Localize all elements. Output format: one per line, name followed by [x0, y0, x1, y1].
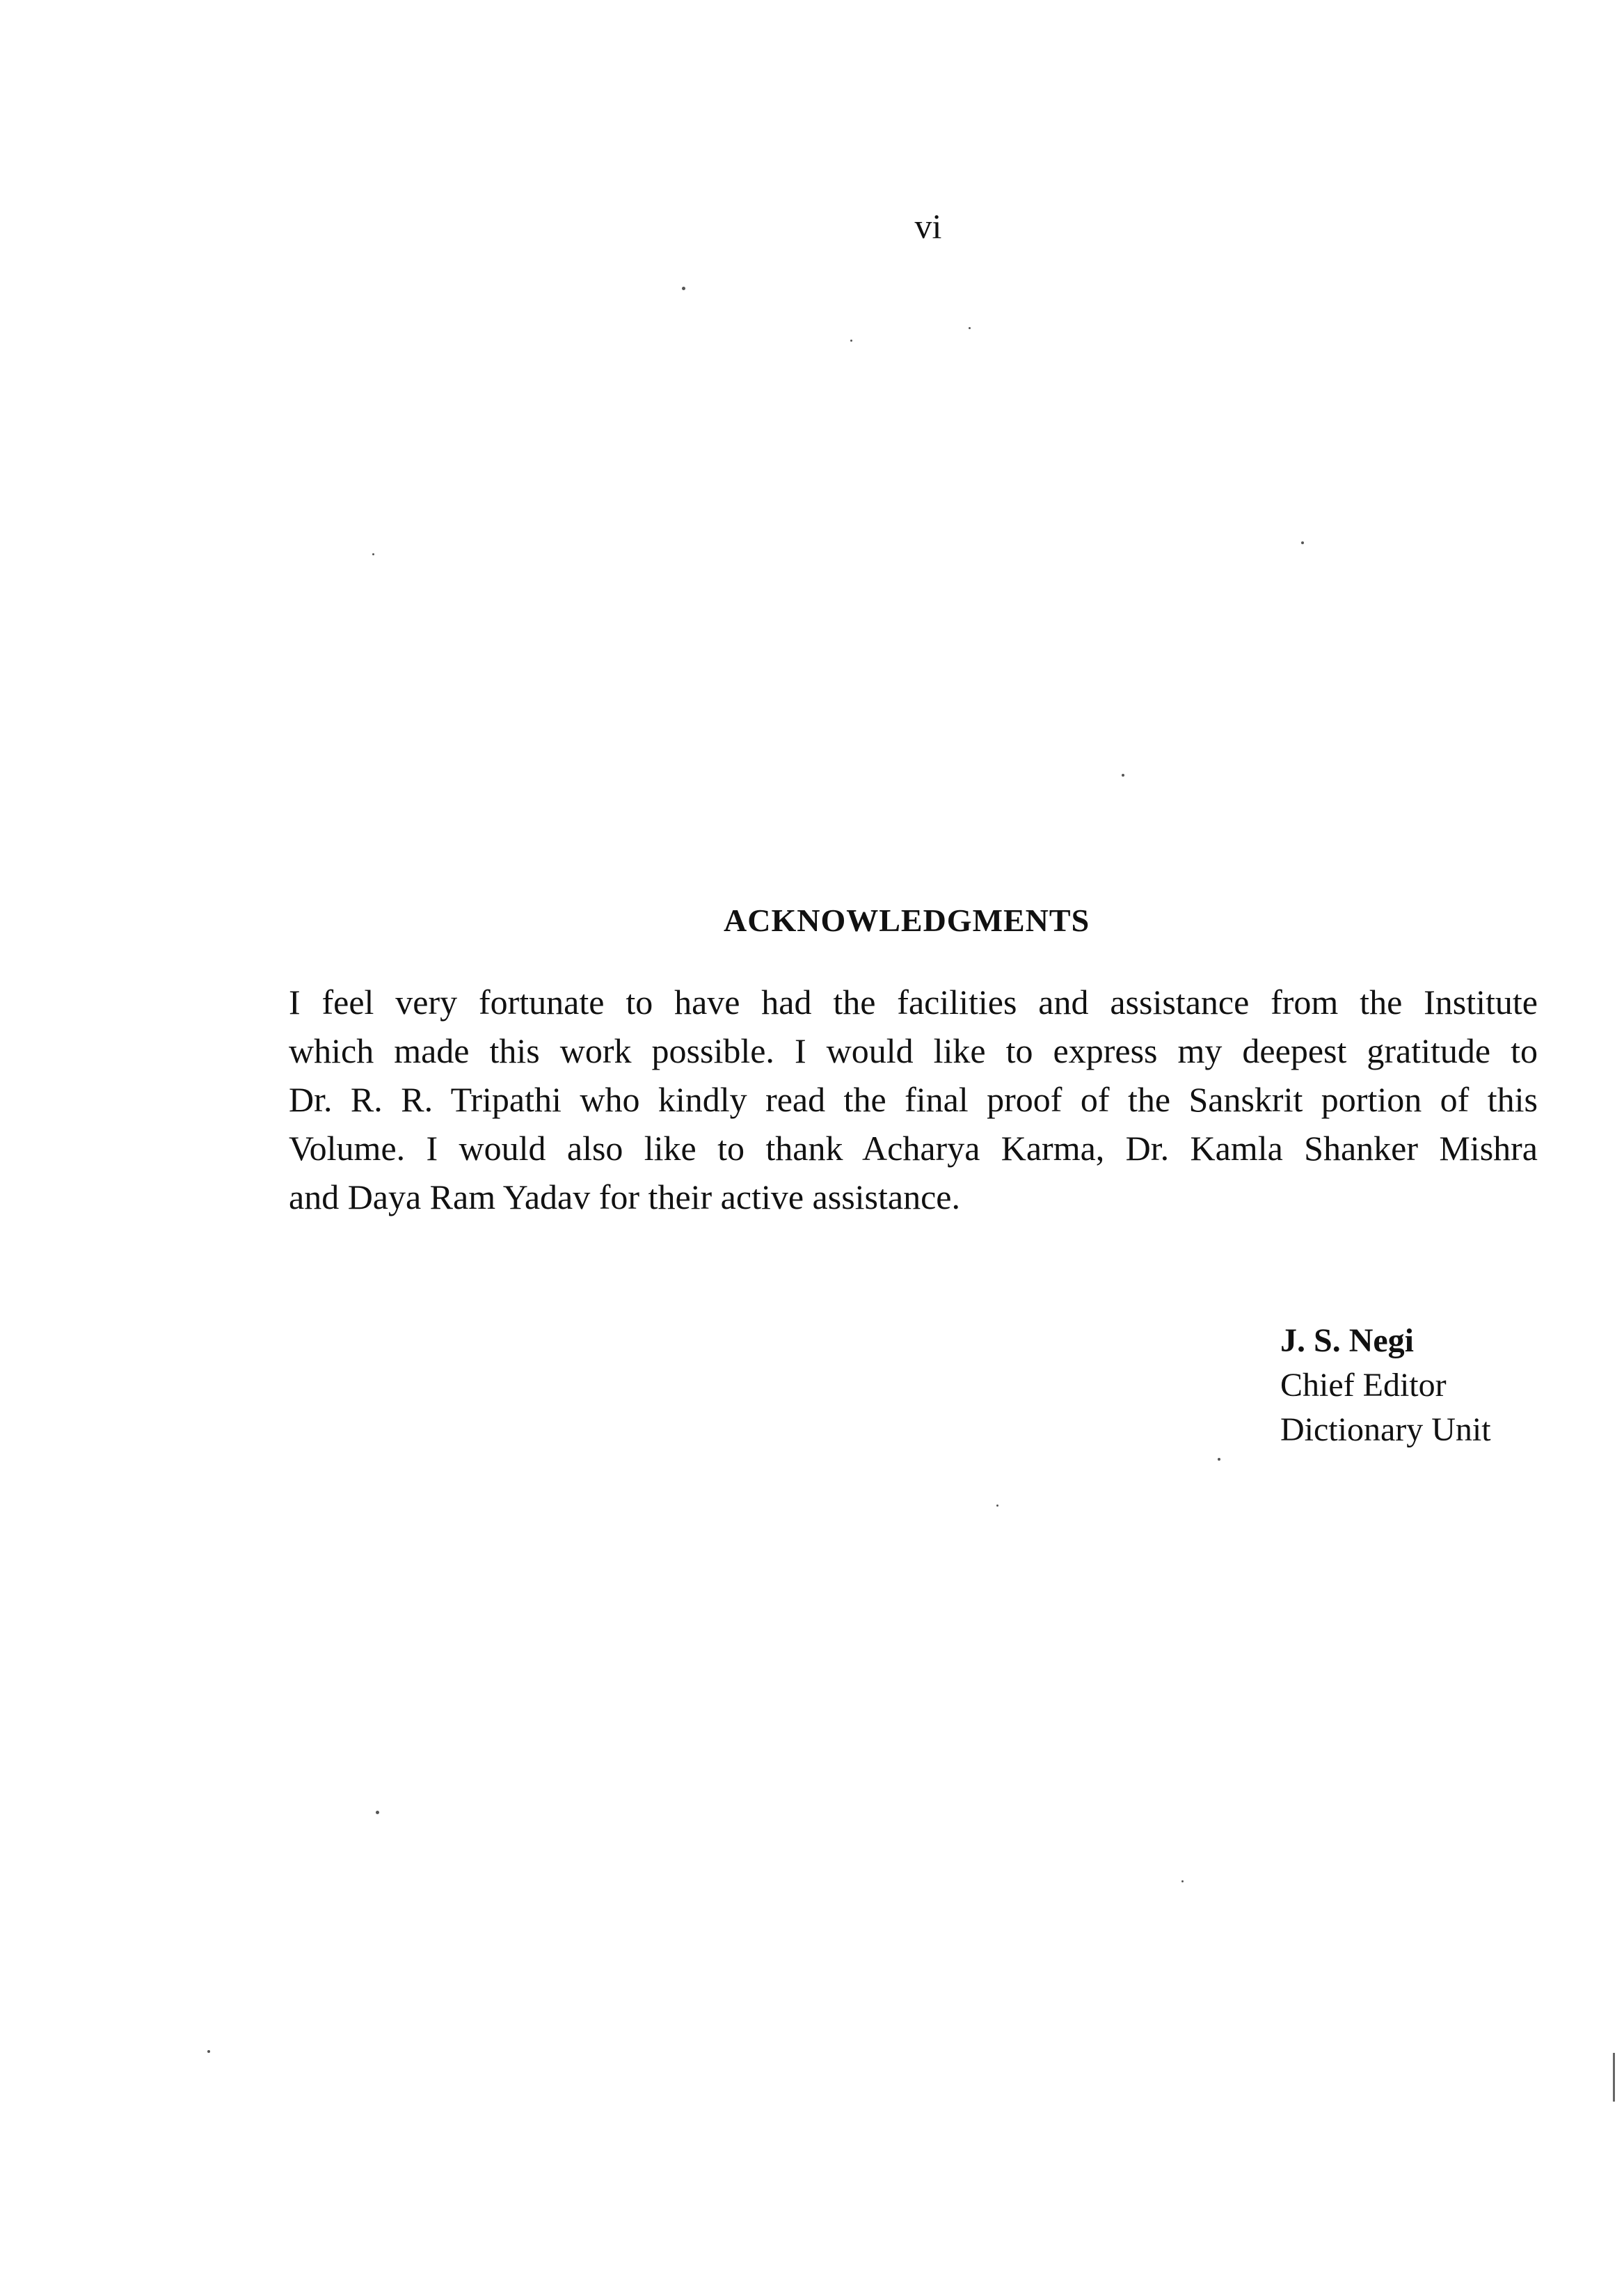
paragraph-line: I feel very fortunate to have had the facilities and assistance from the Institute [289, 983, 1538, 1022]
paragraph-line: Volume. I would also like to thank Acharya Karma, Dr. Kamla Shanker Mishra [289, 1129, 1538, 1168]
signature-block [1280, 1319, 1491, 1452]
page-number: vi [914, 207, 942, 246]
scan-speck [1181, 1880, 1184, 1882]
signatory-unit: Dictionary Unit [1280, 1411, 1491, 1448]
signatory-name: J. S. Negi [1280, 1322, 1414, 1359]
scan-speck [1122, 774, 1124, 777]
paragraph-line: Dr. R. R. Tripathi who kindly read the final proof of the Sanskrit portion of this [289, 1080, 1538, 1119]
scan-speck [1218, 1458, 1220, 1461]
acknowledgment-paragraph [289, 978, 1538, 1221]
signatory-title: Chief Editor [1280, 1367, 1447, 1404]
section-heading: ACKNOWLEDGMENTS [724, 903, 1090, 938]
paragraph-line: which made this work possible. I would like to express my deepest gratitude to [289, 1031, 1538, 1070]
scan-speck [1301, 541, 1304, 544]
scan-speck [376, 1811, 379, 1814]
scan-speck [996, 1505, 998, 1507]
scan-speck [682, 287, 685, 290]
scan-edge-mark [1613, 2053, 1615, 2102]
scan-speck [969, 327, 971, 329]
scan-speck [207, 2050, 210, 2053]
scan-speck [372, 553, 374, 555]
paragraph-line: and Daya Ram Yadav for their active assistance. [289, 1177, 960, 1216]
scan-speck [850, 340, 852, 342]
